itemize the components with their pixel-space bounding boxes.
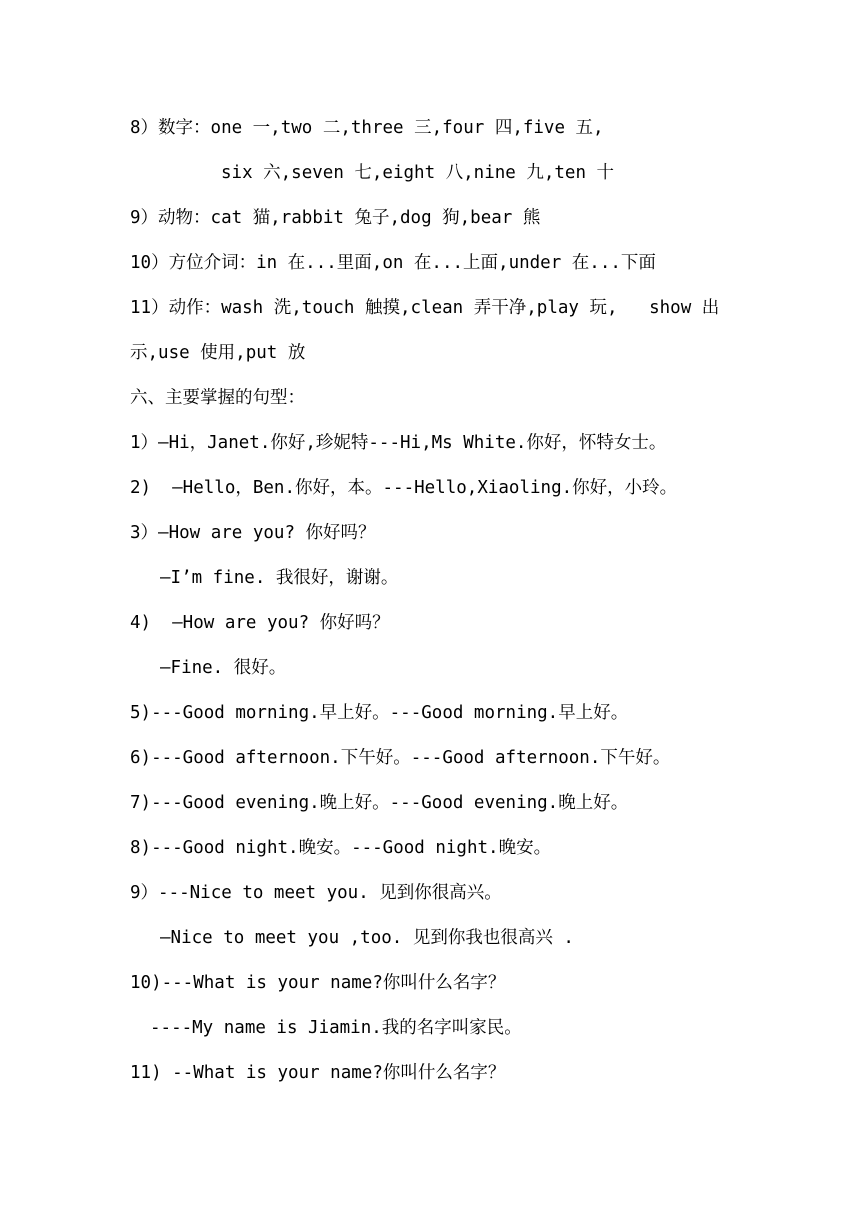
sentence-line-10: 10)---What is your name?你叫什么名字？ [130,973,506,993]
sentence-line-4: 4) —How are you? 你好吗？ [130,613,390,633]
sentence-line-6: 6)---Good afternoon.下午好。---Good afternoon.下午好。 [130,748,671,768]
sentence-line-11: 11) --What is your name?你叫什么名字？ [130,1063,506,1083]
sentence-line-9-reply: —Nice to meet you ,too. 见到你我也很高兴 . [160,928,574,948]
text-line-numbers: 8）数字：one 一,two 二,three 三,four 四,five 五, [130,118,604,138]
text-line-prepositions: 10）方位介词：in 在...里面,on 在...上面,under 在...下面 [130,253,656,273]
sentence-line-9: 9）---Nice to meet you. 见到你很高兴。 [130,883,502,903]
sentence-line-1: 1）—Hi，Janet.你好,珍妮特---Hi,Ms White.你好，怀特女士。 [130,433,667,453]
sentence-line-4-reply: —Fine. 很好。 [160,658,287,678]
text-line-actions-cont: 示,use 使用,put 放 [130,343,306,363]
sentence-line-3-reply: —I’m fine. 我很好，谢谢。 [160,568,399,588]
sentence-line-7: 7)---Good evening.晚上好。---Good evening.晚上好。 [130,793,629,813]
section-heading: 六、主要掌握的句型： [130,388,305,408]
sentence-line-8: 8)---Good night.晚安。---Good night.晚安。 [130,838,552,858]
sentence-line-3: 3）—How are you? 你好吗？ [130,523,376,543]
text-line-numbers-cont: six 六,seven 七,eight 八,nine 九,ten 十 [221,163,615,183]
sentence-line-5: 5)---Good morning.早上好。---Good morning.早上好。 [130,703,629,723]
sentence-line-10-reply: ----My name is Jiamin.我的名字叫家民。 [150,1018,522,1038]
sentence-line-2: 2) —Hello，Ben.你好，本。---Hello,Xiaoling.你好，小玲。 [130,478,678,498]
text-line-actions: 11）动作：wash 洗,touch 触摸,clean 弄干净,play 玩, show 出 [130,298,720,318]
text-line-animals: 9）动物：cat 猫,rabbit 兔子,dog 狗,bear 熊 [130,208,541,228]
